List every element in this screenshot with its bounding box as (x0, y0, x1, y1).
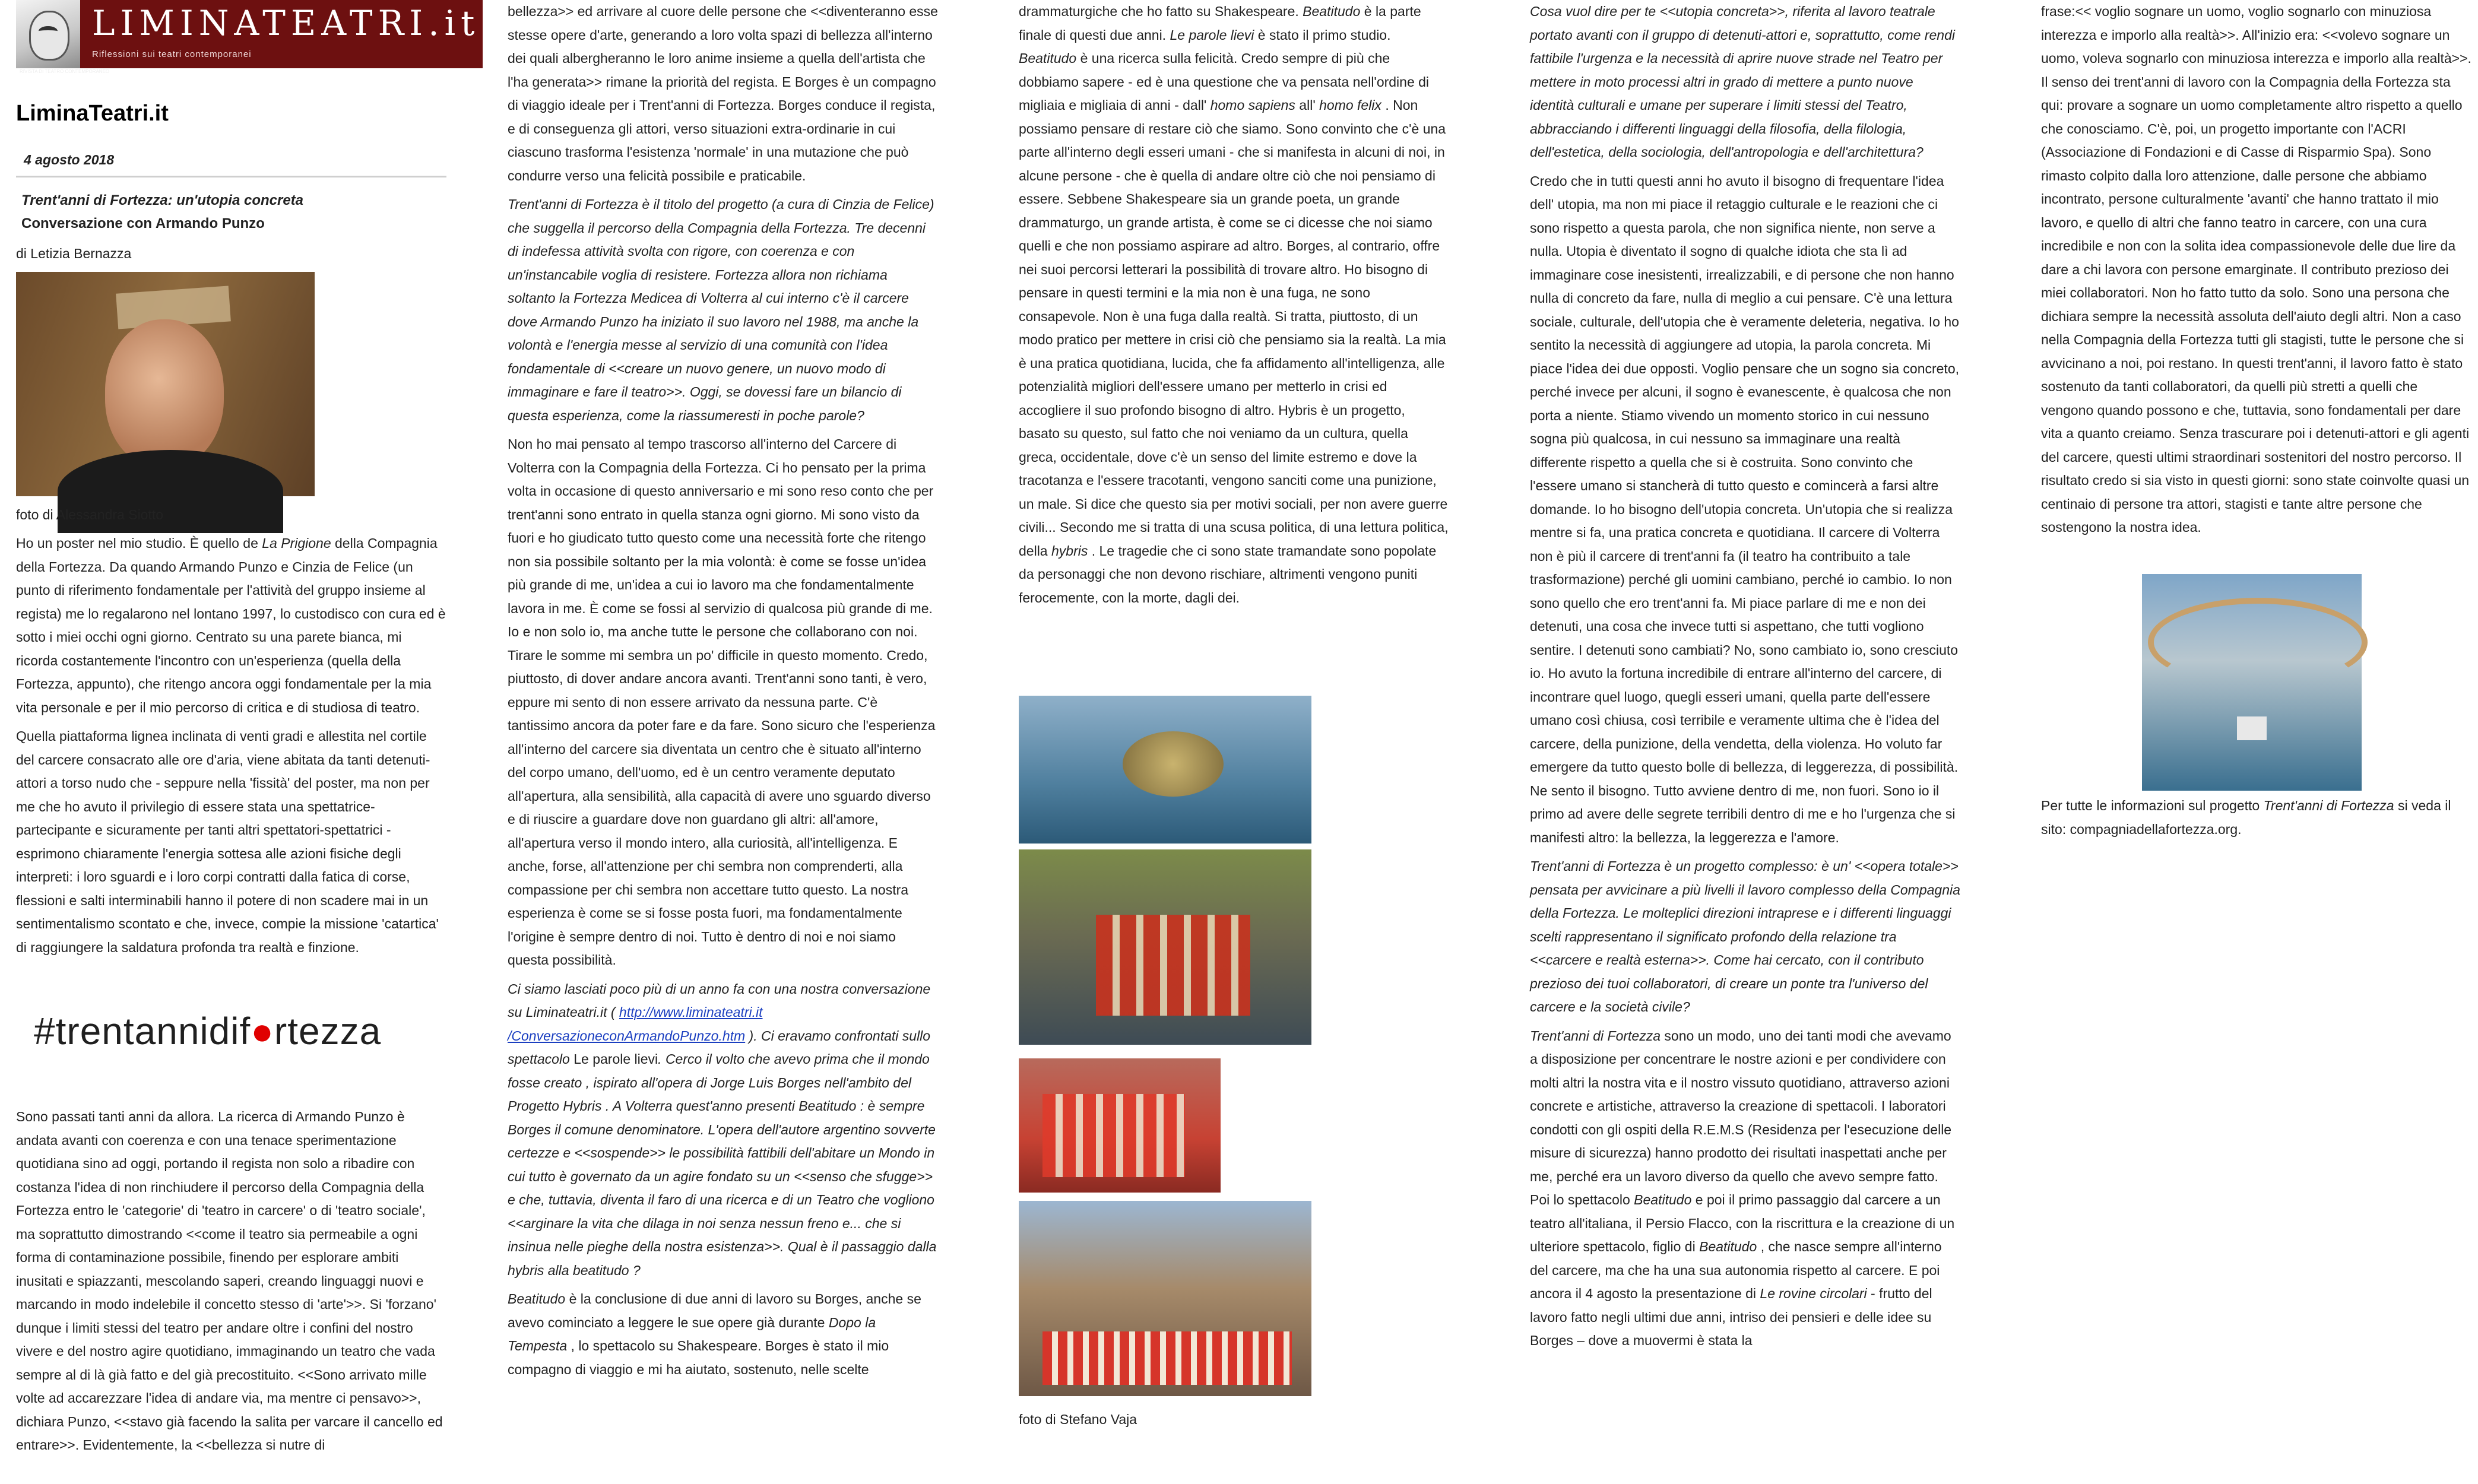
column-1 (16, 0, 480, 1484)
interview-question: Trent'anni di Fortezza è un progetto complesso: è un' <<opera totale>> pensata per avvicinare a più livelli il lavoro complesso della Compagnia della Fortezza. Le molteplici direzioni intraprese e i differenti linguaggi scelti rappresentano il significato profondo della relazione tra <<carcere e realtà esterna>>. Come hai cercato, con il contributo prezioso dei tuoi collaboratori, di creare un ponte tra l'universo del carcere e la società civile? (1530, 858, 1960, 1014)
paragraph: Ho un poster nel mio studio. È quello de La Prigione della Compagnia della Fortezza. Da quando Armando Punzo e Cinzia de Felice (un punto di riferimento fondamentale per l'attività del gruppo insieme al regista) me lo regalarono nel lontano 1997, lo custodisco con cura ed è sotto i miei occhi ogni giorno. Centrato su una parete bianca, mi ricorda costantemente l'incontro con un'esperienza (quella della Fortezza, appunto), che ritengo ancora oggi fondamentale per la mia vita personale e per il mio percorso di critica e di studiosa di teatro. (16, 535, 446, 715)
article-title: Trent'anni di Fortezza: un'utopia concreta (21, 192, 304, 208)
site-name: LiminaTeatri.it (16, 101, 169, 126)
column-3 (1019, 0, 1449, 1484)
performance-photo-2 (1019, 849, 1311, 1045)
project-photo (2142, 574, 2362, 791)
paragraph: Non ho mai pensato al tempo trascorso all'interno del Carcere di Volterra con la Compagnia della Fortezza. Ci ho pensato per la prima volta in occasione di questo anniversario e mi sono reso conto che per trent'anni sono entrato in quella stanza ogni giorno. Mi sono visto da fuori e ho giudicato tutto questo come una necessità forte che ritengo non sia possibile soltanto per la mia volontà: è come se fosse un'idea più grande di me, un'idea a cui io lavoro ma che fondamentalmente lavora in me. È come se fossi al servizio di qualcosa più grande di me. Io e non solo io, ma anche tutte le persone che collaborano con noi. Tirare le somme mi sembra un po' difficile in questo momento. Credo, piuttosto, di dover andare ancora avanti. Trent'anni sono tanti, è vero, eppure mi sento di non essere arrivato da nessuna parte. C'è tantissimo ancora da poter fare e da fare. Sono sicuro che l'esperienza all'interno del carcere sia diventata un centro che è situato all'interno del corpo umano, dell'uomo, ed è un centro veramente deputato all'apertura, alla sensibilità, alla capacità di avere uno sguardo diverso e di riuscire a guardare dove non guardano gli altri: all'amore, all'apertura verso il mondo intero, alla curiosità, all'intelligenza. E anche, forse, all'attenzione per chi sembra non comprenderti, alla compassione per chi sembra non accettare tutto questo. La nostra esperienza è come se si fosse posta fuori, ma fondamentalmente l'origine è sempre dentro di noi. Tutto è dentro di noi e noi siamo questa possibilità. (508, 436, 936, 968)
paragraph: drammaturgiche che ho fatto su Shakespeare. Beatitudo è la parte finale di questi due anni. Le parole lievi è stato il primo studio. Beatitudo è una ricerca sulla felicità. Credo sempre di più che dobbiamo sapere - ed è una questione che va pensata nell'ordine di migliaia e migliaia di anni - dall' homo sapiens all' homo felix . Non possiamo pensare di restare ciò che siamo. Sono convinto che c'è una parte all'interno degli esseri umani - che si manifesta in alcuni di noi, in alcune persone - che è quella di andare oltre ciò che noi pensiamo di essere. Sebbene Shakespeare sia un grande poeta, un grande drammaturgo, un grande artista, è come se ci dicesse che noi siamo quelli e che non possiamo aspirare ad altro. Borges, al contrario, offre nei suoi percorsi letterari la possibilità di trovare altro. Ho bisogno di pensare in questi termini e la mia non è una fuga, ne sono consapevole. Non è una fuga dalla realtà. Si tratta, piuttosto, di un modo pratico per mettere in crisi ciò che pensiamo sia la realtà. La mia è una pratica quotidiana, lucida, che fa affidamento all'intelligenza, alle potenzialità migliori dell'essere umano per metterlo in crisi ed accogliere il suo profondo bisogno di altro. Hybris è un progetto, basato su questo, sul fatto che noi veniamo da un cultura, quella greca, occidentale, dove c'è un senso del limite estremo e dove la tracotanza e l'essere tracotanti, vengono sanciti come una punizione, un male. Si dice che questo sia per motivi sociali, per non avere guerre civili... Secondo me si tratta di una scusa politica, di una lettura politica, della hybris . Le tragedie che ci sono state tramandate sono popolate da personaggi che non devono rischiare, altrimenti vengono puniti ferocemente, con la morte, dagli dei. (1019, 4, 1449, 605)
divider (16, 176, 446, 177)
article-body-1 (16, 532, 446, 965)
column-4 (1530, 0, 1960, 1484)
performance-photo-3 (1019, 1058, 1221, 1193)
interview-question: Ci siamo lasciati poco più di un anno fa con una nostra conversazione su Liminateatri.it ( http://www.liminateatri.it /ConversazioneconArmandoPunzo.htm ). Ci eravamo confrontati sullo spettacolo Le parole lievi. Cerco il volto che avevo prima che il mondo fosse creato , ispirato all'opera di Jorge Luis Borges nell'ambito del Progetto Hybris . A Volterra quest'anno presenti Beatitudo : è sempre Borges il comune denominatore. L'opera dell'autore argentino sovverte certezze e <<sospende>> le possibilità fattibili dell'abitare un Mondo in cui tutto è governato da un agire fondato su un <<senso che sfugge>> e che, tuttavia, diventa il faro di una ricerca e di un Teatro che vogliono <<arginare la vita che dilaga in noi senza nessun freno e... che si insinua nelle pieghe della nostra esistenza>>. Qual è il passaggio dalla hybris alla beatitudo ? (508, 981, 937, 1278)
post-date: 4 agosto 2018 (24, 152, 115, 167)
logo-subtitle: Riflessioni sui teatri contemporanei (92, 49, 252, 59)
paragraph: Beatitudo è la conclusione di due anni di lavoro su Borges, anche se avevo cominciato a leggere le sue opere già durante Dopo la Tempesta , lo spettacolo su Shakespeare. Borges è stato il mio compagno di viaggio e mi ha aiutato, sostenuto, nelle scelte (508, 1291, 921, 1377)
red-dot-icon: ● (251, 1010, 274, 1052)
paragraph: frase:<< voglio sognare un uomo, voglio sognarlo con minuziosa interezza e imporlo alla realtà>>. All'inizio era: <<volevo sognare un uomo, voleva sognarlo con minuziosa interezza e imporlo alla realtà>>. Il senso dei trent'anni di lavoro con la Compagnia della Fortezza sta qui: provare a sognare un uomo completamente altro rispetto a quello che conosciamo. C'è, poi, un progetto importante con l'ACRI (Associazione di Fondazioni e di Casse di Risparmio Spa). Sono rimasto colpito dalla loro attenzione, dalle persone che abbiamo incontrato, persone culturalmente 'avanti' che hanno trattato il mio lavoro, e quello di altri che fanno teatro in carcere, con una cura incredibile e non con la solita idea compassionevole delle due lire da dare a chi lavora con persone emarginate. Il contributo prezioso dei miei collaboratori. Non ho fatto tutto da solo. Sono una persona che dichiara sempre la necessità assoluta dell'aiuto degli altri. Non a caso nella Compagnia della Fortezza tutti gli stagisti, tutte le persone che si avvicinano a noi, poi restano. In questi trent'anni, il lavoro fatto è stato sostenuto da tanti collaboratori, da quelli più stretti a quelli che vengono quando possono e che, tuttavia, sono fondamentali per dare vita a quanto creiamo. Senza trascurare poi i detenuti-attori e gli agenti del carcere, questi ultimi straordinari sostenitori del nostro percorso. Il risultato credo si sia visto in questi giorni: sono state coinvolte quasi un centinaio di persone tra attori, stagisti e tante altre persone che sostengono la nostra idea. (2041, 4, 2471, 535)
interview-question: Trent'anni di Fortezza è il titolo del progetto (a cura di Cinzia de Felice) che suggella il percorso della Compagnia della Fortezza. Tre decenni di indefessa attività svolta con rigore, con coerenza e con un'instancabile voglia di resistere. Fortezza allora non richiama soltanto la Fortezza Medicea di Volterra al cui interno c'è il carcere dove Armando Punzo ha iniziato il suo lavoro nel 1988, ma anche la volontà e l'energia messe al servizio di una comunità con l'idea fondamentale di <<creare un nuovo genere, un nuovo modo di immaginare e fare il teatro>>. Oggi, se dovessi fare un bilancio di questa esperienza, come la riassumeresti in poche parole? (508, 196, 934, 423)
theatre-mask-icon (16, 0, 80, 68)
logo-title: LIMINATEATRI.it (92, 3, 480, 43)
article-body-2 (16, 1105, 446, 1463)
paragraph: bellezza>> ed arrivare al cuore delle persone che <<diventeranno esse stesse opere d'arte, generando a loro volta spazi di bellezza all'interno dei quali albergheranno le loro anime insieme a quella dell'artista che l'ha generata>> rimane la priorità del regista. E Borges è un compagno di viaggio ideale per i Trent'anni di Fortezza. Borges conduce il regista, e di conseguenza gli attori, verso situazioni extra-ordinarie in cui ciascuno trasforma l'esistenza 'normale' in una mutazione che può condurre verso una felicità possibile e praticabile. (508, 4, 938, 183)
performance-photo-4 (1019, 1201, 1311, 1396)
paragraph: Per tutte le informazioni sul progetto Trent'anni di Fortezza si veda il sito: compagniadellafortezza.org. (2041, 798, 2451, 837)
photo-caption: foto di Alessandra Siotto (16, 507, 164, 522)
site-masthead-logo[interactable] (16, 0, 483, 74)
paragraph: Quella piattaforma lignea inclinata di venti gradi e allestita nel cortile del carcere consacrato alle ore d'aria, viene abitata da tanti detenuti-attori a torso nudo che - seppure nella 'fissità' del poster, ma non per me che ho avuto il privilegio di essere stata una spettatrice-partecipante e sicuramente per tanti altri spettatori-spettatrici - esprimono chiaramente l'energia sottesa alle azioni fisiche degli interpreti: i loro sguardi e i loro corpi contratti dalla fatica di corse, flessioni e salti interminabili hanno il potere di non scadere mai in un sentimentalismo scontato e che, invece, compie la missione 'catartica' di raggiungere la saldatura profonda tra realtà e finzione. (16, 728, 439, 955)
interview-question: Cosa vuol dire per te <<utopia concreta>>, riferita al lavoro teatrale portato avanti con il gruppo di detenuti-attori e, soprattutto, come rendi fattibile l'urgenza e la necessità di aprire nuove strade nel Teatro per mettere in moto processi altri in grado di mettere a punto nuove identità culturali e umane per superare i limiti stessi del Teatro, abbracciando i differenti linguaggi della filosofia, della filologia, dell'estetica, della sociologia, dell'antropologia e dell'architettura? (1530, 4, 1955, 160)
conversation-link[interactable]: http://www.liminateatri.it /ConversazioneconArmandoPunzo.htm (508, 1004, 763, 1044)
logo-tiny-text: RIVISTA DI TEATRO CONTEMPORANEO (20, 69, 110, 74)
paragraph: Trent'anni di Fortezza sono un modo, uno dei tanti modi che avevamo a disposizione per concentrare le nostre azioni e per condividere con molti altri la nostra vita e il nostro vissuto quotidiano, attraverso azioni concrete e artistiche, attraverso la creazione di spettacoli. I laboratori condotti con gli ospiti della R.E.M.S (Residenza per l'esecuzione delle misure di sicurezza) hanno prodotto dei risultati inaspettati anche per me, perché era un lavoro diverso da quello che avevo sempre fatto. Poi lo spettacolo Beatitudo e poi il primo passaggio dal carcere a un teatro all'italiana, il Persio Flacco, con la riscrittura e la creazione di un ulteriore spettacolo, figlio di Beatitudo , che nasce sempre all'interno del carcere, ma che ha una sua autonomia rispetto al carcere. E poi ancora il 4 agosto la presentazione di Le rovine circolari - frutto del lavoro fatto negli ultimi due anni, intriso dei pensieri e delle idee su Borges – dove a muovermi è stata la (1530, 1028, 1955, 1348)
paragraph: Credo che in tutti questi anni ho avuto il bisogno di frequentare l'idea dell' utopia, ma non mi piace il retaggio culturale e le reazioni che ci sono rispetto a questa parola, che non significa niente, non serve a nulla. Utopia è diventato il sogno di qualche idiota che sta lì ad immaginare cose inesistenti, irrealizzabili, e di persone che non hanno nulla di concreto da fare, nulla di meglio a cui pensare. C'è una lettura sociale, culturale, dell'utopia che è veramente deleteria, negativa. Io ho sentito la necessità di aggiungere ad utopia, la parola concreta. Mi piace l'idea dei due opposti. Voglio pensare che un sogno sia concreto, perché invece per alcuni, il sogno è evanescente, è qualcosa che non porta a niente. Stiamo vivendo un momento storico in cui nessuno sogna più qualcosa, in cui nessuno sa immaginare una realtà differente rispetto a quella che si è costruita. Sono convinto che l'essere umano si stancherà di tutto questo e comincerà a farsi altre domande. Io ho bisogno dell'utopia concreta. Un'utopia che si realizza mentre si fa, una pratica concreta e quotidiana. Il carcere di Volterra non è più il carcere di trent'anni fa (il teatro ha contribuito a tale trasformazione) perché gli uomini cambiano, perché io cambio. Io non sono quello che ero trent'anni fa. Mi piace parlare di me e non dei detenuti, una cosa che invece tutti si aspettano, che tutti vogliono sentire. I detenuti sono cambiati? No, sono cambiato io, sono cresciuto io. Ho avuto la fortuna incredibile di entrare all'interno del carcere, di incontrare quel luogo, quegli esseri umani, quella parte dell'essere umano così chiusa, così terribile e veramente ultima che è l'idea del carcere, della punizione, della vendetta, della violenza. Ho voluto far emergere da tutto questo bolle di bellezza, di leggerezza, di possibilità. Ne sento il bisogno. Tutto avviene dentro di me, non fuori. Sono io il primo ad avere delle segrete terribili dentro di me e ho l'urgenza che si manifesti altro: la bellezza, la leggerezza e l'amore. (1530, 173, 1960, 845)
portrait-photo (16, 272, 315, 496)
paragraph: Sono passati tanti anni da allora. La ricerca di Armando Punzo è andata avanti con coerenza e con una tenace sperimentazione quotidiana sino ad oggi, portando il regista non solo a ribadire con costanza l'idea di non rinchiudere il percorso della Compagnia della Fortezza entro le 'categorie' di 'teatro in carcere' o di 'teatro sociale', ma soprattutto dimostrando <<come il teatro sia permeabile a ogni forma di contaminazione possibile, finendo per esplorare ambiti inusitati e spiazzanti, mescolando saperi, creando linguaggi nuovi e marcando in modo indelebile il concetto stesso di 'arte'>>. Si 'forzano' dunque i limiti stessi del teatro per andare oltre i confini del nostro vivere e del nostro agire quotidiano, immaginando un teatro che vada sempre al di là già fatto e del già precostituito. <<Sono arrivato mille volte ad accarezzare l'idea di andare via, ma mentre ci pensavo>>, dichiara Punzo, <<stavo già facendo la salita per varcare il cancello ed entrare>>. Evidentemente, la <<bellezza si nutre di (16, 1109, 443, 1453)
performance-photo-1 (1019, 696, 1311, 844)
article-subtitle: Conversazione con Armando Punzo (21, 215, 265, 232)
byline: di Letizia Bernazza (16, 246, 132, 261)
hashtag-logo: #trentannidif●rtezza (34, 1010, 382, 1052)
portrait-head (105, 319, 224, 468)
column-2 (508, 0, 938, 1484)
column-5 (2041, 0, 2471, 1484)
photo-caption: foto di Stefano Vaja (1019, 1412, 1137, 1427)
